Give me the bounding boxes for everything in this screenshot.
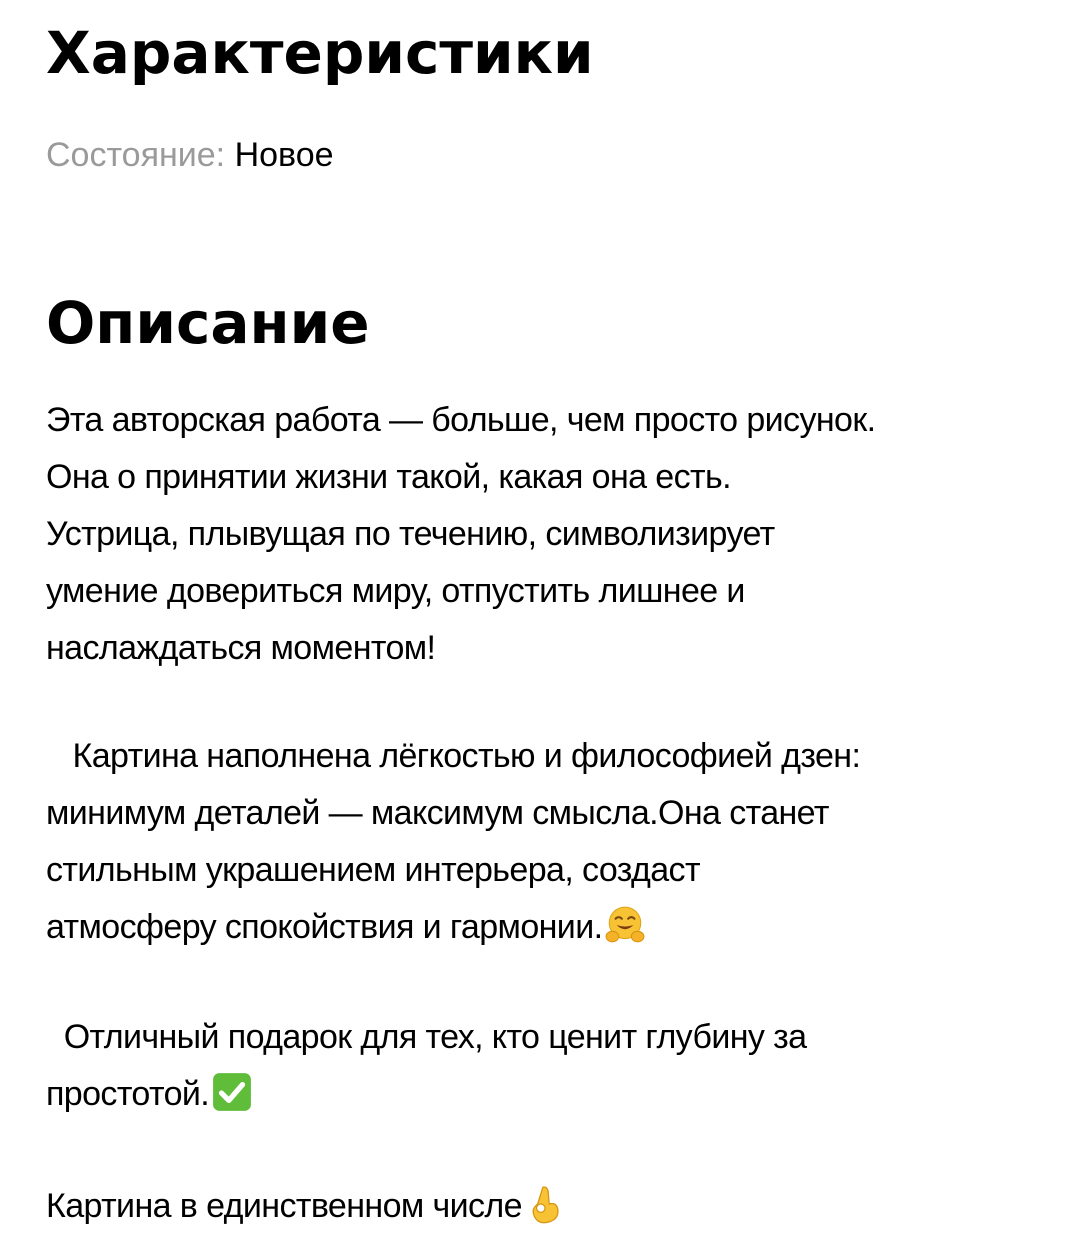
description-line-text: простотой. <box>46 1075 210 1113</box>
specs-title: Характеристики <box>46 19 594 87</box>
description-line: Устрица, плывущая по течению, символизирует <box>46 515 775 553</box>
description-line-with-icon <box>46 899 860 956</box>
description-title: Описание <box>46 289 370 357</box>
description-paragraph-2 <box>46 728 860 956</box>
description-line-text: атмосферу спокойствия и гармонии. <box>46 908 603 946</box>
description-paragraph-3 <box>46 1009 806 1123</box>
ok-hand-icon <box>524 1183 566 1225</box>
description-line: наслаждаться моментом! <box>46 629 436 667</box>
description-line: стильным украшением интерьера, создаст <box>46 851 700 889</box>
description-line: Картина наполнена лёгкостью и философией дзен: <box>46 737 861 775</box>
description-line: Отличный подарок для тех, кто ценит глубину за <box>46 1018 807 1056</box>
description-line: минимум деталей — максимум смысла.Она станет <box>46 794 829 832</box>
description-line: Она о принятии жизни такой, какая она есть. <box>46 458 731 496</box>
description-line: Эта авторская работа — больше, чем просто рисунок. <box>46 401 876 439</box>
spec-value-condition: Новое <box>234 136 334 174</box>
spec-label-condition: Состояние: <box>46 136 226 174</box>
check-mark-button-icon <box>211 1071 253 1113</box>
hugging-face-icon <box>604 904 646 946</box>
description-line-with-icon <box>46 1178 566 1235</box>
description-paragraph-4 <box>46 1178 566 1235</box>
description-paragraph-1 <box>46 392 875 677</box>
spec-row-condition <box>46 135 334 176</box>
description-line: умение довериться миру, отпустить лишнее и <box>46 572 745 610</box>
description-line-text: Картина в единственном числе <box>46 1187 522 1225</box>
description-line-with-icon <box>46 1066 806 1123</box>
